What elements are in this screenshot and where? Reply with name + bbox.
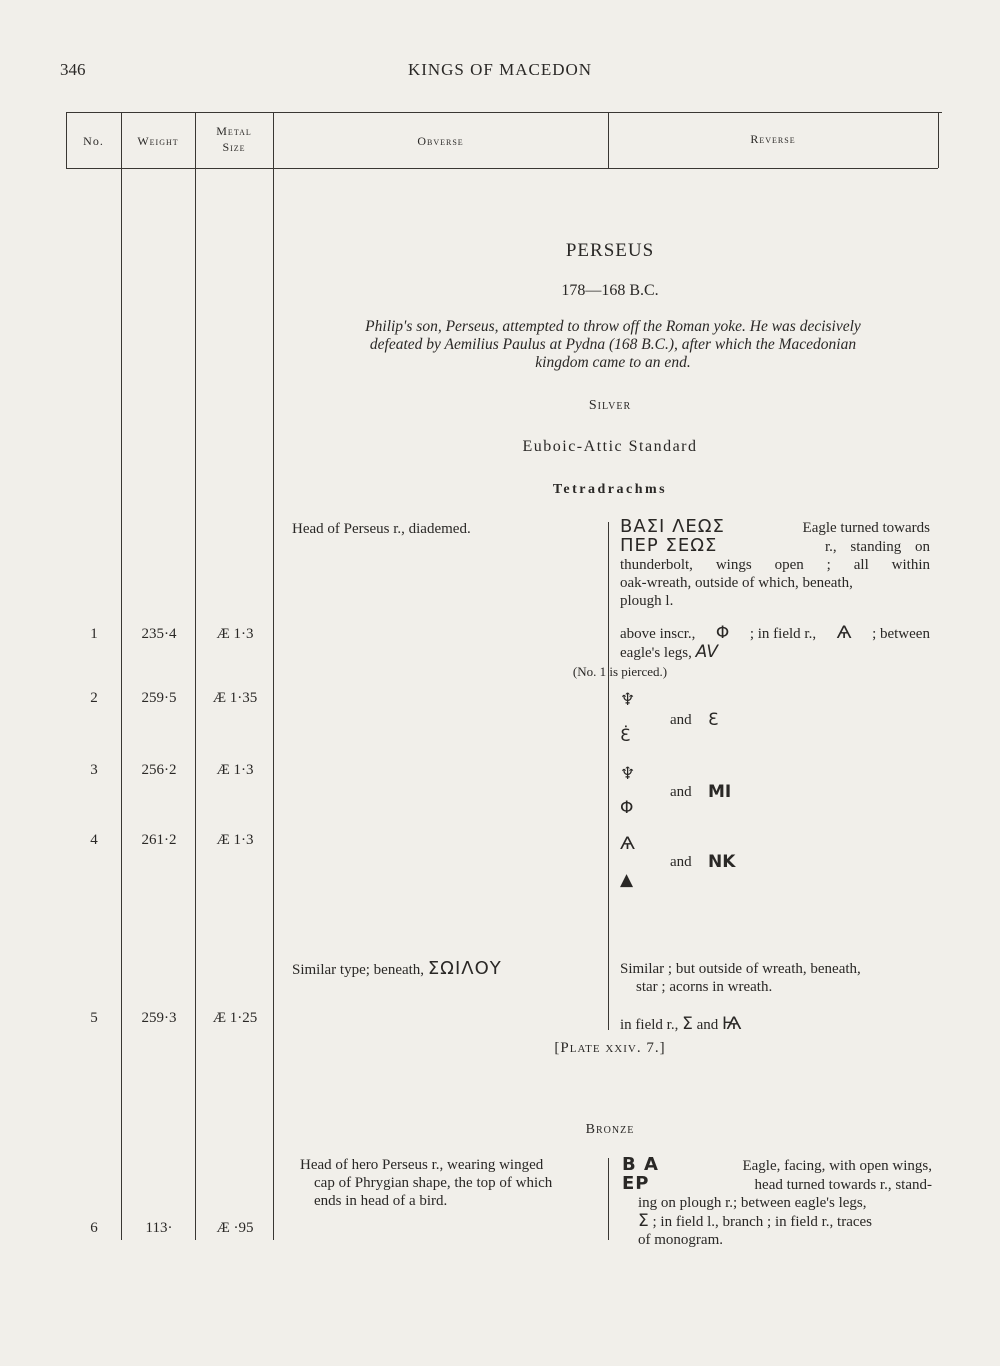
monogram-av-icon: AV bbox=[695, 642, 719, 662]
row-5-monogram-icon: Ѩ bbox=[722, 1014, 742, 1034]
row-6-legend-2: ΕΡ bbox=[622, 1173, 650, 1194]
king-heading: PERSEUS bbox=[565, 240, 655, 261]
row-6-rev-4: ; in field l., branch ; in field r., traces bbox=[652, 1214, 873, 1230]
row-2-monogram-1-icon: ♆ bbox=[620, 690, 636, 710]
row-4-weight: 261·2 bbox=[141, 832, 177, 848]
intro-line-1: Philip's son, Perseus, attempted to throw off the Roman yoke. He was decisively bbox=[365, 318, 861, 335]
row-2-metal-size: Æ 1·35 bbox=[212, 690, 258, 706]
intro-line-3: kingdom came to an end. bbox=[535, 354, 691, 371]
silver-obverse: Head of Perseus r., diademed. bbox=[292, 521, 471, 537]
row-3-monogram-1-icon: ♆ bbox=[620, 764, 636, 784]
row-1-note: (No. 1 is pierced.) bbox=[572, 664, 668, 679]
row-6-rev-2: head turned towards r., stand- bbox=[754, 1177, 932, 1193]
row-1-metal-size: Æ 1·3 bbox=[216, 626, 254, 642]
col-rule-no bbox=[121, 112, 122, 1240]
table-header-rule bbox=[66, 168, 938, 169]
row-2-weight: 259·5 bbox=[141, 690, 177, 706]
row-6-weight: 113· bbox=[145, 1220, 173, 1236]
row-6-metal-size: Æ ·95 bbox=[216, 1220, 254, 1236]
row-6-obv-1: Head of hero Perseus r., wearing winged bbox=[300, 1157, 544, 1173]
row-1-number: 1 bbox=[90, 626, 98, 642]
row-5-rev-1: Similar ; but outside of wreath, beneath, bbox=[620, 961, 861, 977]
row-3-metal-size: Æ 1·3 bbox=[216, 762, 254, 778]
row-4-monogram-3-icon: NK bbox=[708, 852, 736, 872]
page-number: 346 bbox=[60, 60, 86, 79]
row-6-number: 6 bbox=[90, 1220, 98, 1236]
row-5-rev-and: and bbox=[696, 1017, 719, 1033]
reign-dates: 178—168 B.C. bbox=[561, 282, 659, 299]
rev-legend-1: ΒΑΣΙ ΛΕΩΣ bbox=[620, 516, 725, 537]
row-3-weight: 256·2 bbox=[141, 762, 177, 778]
plate-reference: [Plate xxiv. 7.] bbox=[554, 1040, 666, 1056]
row-6-obv-2: cap of Phrygian shape, the top of which bbox=[314, 1175, 553, 1191]
silver-reverse bbox=[620, 518, 930, 610]
row-2-monogram-3-icon: Ɛ bbox=[708, 710, 719, 730]
row-5-rev-field-text: in field r., bbox=[620, 1017, 679, 1033]
row-1-weight: 235·4 bbox=[141, 626, 177, 642]
row-6-legend-1: Β Α bbox=[622, 1154, 659, 1175]
rev-text-3: thunderbolt, wings open ; all within bbox=[620, 557, 930, 573]
rev-text-1: Eagle turned towards bbox=[802, 520, 930, 536]
rev-text-4: oak-wreath, outside of which, beneath, bbox=[620, 575, 853, 591]
row-6-obv-3: ends in head of a bird. bbox=[314, 1193, 448, 1209]
row-6-rev-5: of monogram. bbox=[638, 1232, 723, 1248]
row-2-and: and bbox=[670, 712, 692, 728]
row-5-reverse bbox=[620, 960, 930, 996]
rev-text-2: r., standing on bbox=[825, 539, 930, 555]
header-weight: Weight bbox=[137, 134, 179, 148]
row-6-obverse bbox=[300, 1156, 606, 1210]
row-6-rev-3: ing on plough r.; between eagle's legs, bbox=[638, 1195, 867, 1211]
header-reverse: Reverse bbox=[750, 132, 796, 146]
row-6-rev-1: Eagle, facing, with open wings, bbox=[742, 1158, 932, 1174]
row-5-rev-field bbox=[620, 1014, 742, 1034]
col-rule-weight bbox=[195, 112, 196, 1240]
row-5-obverse-text: Similar type; beneath, bbox=[292, 962, 425, 978]
row-1-reverse bbox=[620, 624, 930, 662]
metal-heading-bronze: Bronze bbox=[585, 1122, 635, 1137]
row-2-number: 2 bbox=[90, 690, 98, 706]
row-3-monogram-2-icon: Φ bbox=[620, 798, 634, 818]
monogram-a-icon: Ѧ bbox=[836, 623, 852, 643]
table-right-rule bbox=[938, 112, 939, 168]
row-3-number: 3 bbox=[90, 762, 98, 778]
row-4-and: and bbox=[670, 854, 692, 870]
row-5-rev-2: star ; acorns in wreath. bbox=[636, 979, 773, 995]
phi-symbol-icon: Φ bbox=[715, 623, 730, 643]
row-6-reverse bbox=[622, 1156, 932, 1249]
standard-heading: Euboic-Attic Standard bbox=[522, 438, 698, 455]
obv-rev-divider-bronze bbox=[608, 1158, 609, 1240]
row-1-rev-between: ; between bbox=[872, 626, 930, 642]
header-metal: Metal bbox=[216, 124, 252, 138]
header-obverse: Obverse bbox=[417, 134, 464, 148]
denomination-heading: Tetradrachms bbox=[552, 482, 668, 497]
row-5-obverse bbox=[292, 960, 608, 979]
rev-text-5: plough l. bbox=[620, 593, 674, 609]
row-5-number: 5 bbox=[90, 1010, 98, 1026]
row-5-obverse-legend: ΣΩΙΛΟΥ bbox=[427, 958, 502, 979]
row-1-rev-legs: eagle's legs, bbox=[620, 645, 692, 661]
row-6-sigma-icon: Σ bbox=[638, 1211, 649, 1231]
row-3-monogram-3-icon: MI bbox=[708, 782, 732, 802]
row-5-weight: 259·3 bbox=[141, 1010, 177, 1026]
header-size: Size bbox=[222, 140, 246, 154]
row-3-and: and bbox=[670, 784, 692, 800]
row-4-number: 4 bbox=[90, 832, 98, 848]
header-no: No. bbox=[83, 134, 104, 148]
metal-heading-silver: Silver bbox=[588, 398, 632, 413]
row-1-rev-field: ; in field r., bbox=[749, 626, 817, 642]
row-5-metal-size: Æ 1·25 bbox=[212, 1010, 258, 1026]
obv-rev-divider-silver bbox=[608, 522, 609, 1030]
rev-legend-2: ΠΕΡ ΣΕΩΣ bbox=[620, 535, 718, 556]
row-4-metal-size: Æ 1·3 bbox=[216, 832, 254, 848]
running-head: KINGS OF MACEDON bbox=[407, 60, 593, 79]
table-top-rule bbox=[66, 112, 942, 113]
row-1-rev-above: above inscr., bbox=[620, 626, 696, 642]
row-2-monogram-2-icon: Ɛ̇ bbox=[620, 726, 631, 746]
row-5-sigma-icon: Σ bbox=[682, 1014, 693, 1034]
row-4-monogram-1-icon: Ѧ bbox=[620, 834, 635, 854]
intro-line-2: defeated by Aemilius Paulus at Pydna (168 B.C.), after which the Macedonian bbox=[369, 336, 857, 353]
col-rule-metal bbox=[273, 112, 274, 1240]
row-4-monogram-2-icon: ▲ bbox=[620, 870, 634, 890]
